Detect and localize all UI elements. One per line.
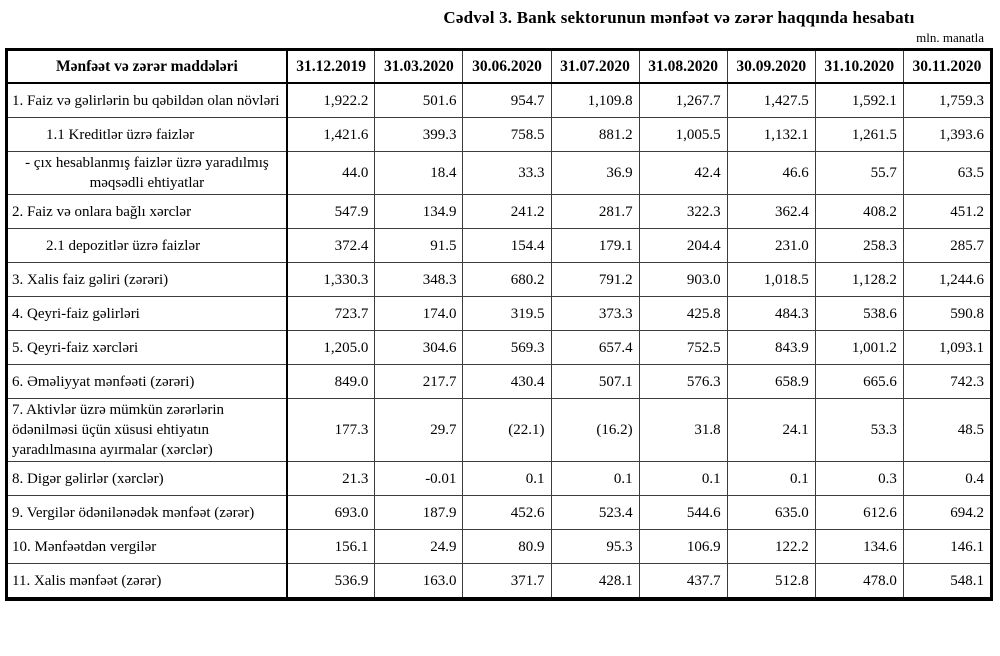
date-column-header: 31.08.2020 xyxy=(639,50,727,84)
cell-value: 373.3 xyxy=(551,297,639,331)
cell-value: 849.0 xyxy=(287,365,375,399)
row-label: 7. Aktivlər üzrə mümkün zərərlərin ödənilməsi üçün xüsusi ehtiyatın yaradılmasına ayırmalar (xərclər) xyxy=(7,399,287,462)
cell-value: 544.6 xyxy=(639,496,727,530)
cell-value: 95.3 xyxy=(551,530,639,564)
cell-value: 174.0 xyxy=(375,297,463,331)
table-row xyxy=(7,118,992,152)
table-row xyxy=(7,297,992,331)
cell-value: 1,330.3 xyxy=(287,263,375,297)
cell-value: 425.8 xyxy=(639,297,727,331)
row-label: 10. Mənfəətdən vergilər xyxy=(7,530,287,564)
cell-value: 408.2 xyxy=(815,195,903,229)
row-label: - çıx hesablanmış faizlər üzrə yaradılmış məqsədli ehtiyatlar xyxy=(7,152,287,195)
cell-value: (22.1) xyxy=(463,399,551,462)
cell-value: 24.1 xyxy=(727,399,815,462)
cell-value: 693.0 xyxy=(287,496,375,530)
cell-value: 428.1 xyxy=(551,564,639,600)
cell-value: 1,132.1 xyxy=(727,118,815,152)
cell-value: 657.4 xyxy=(551,331,639,365)
cell-value: 1,759.3 xyxy=(903,83,991,118)
cell-value: 241.2 xyxy=(463,195,551,229)
row-label: 4. Qeyri-faiz gəlirləri xyxy=(7,297,287,331)
table-row xyxy=(7,365,992,399)
pnl-table xyxy=(5,48,993,601)
cell-value: 33.3 xyxy=(463,152,551,195)
cell-value: 179.1 xyxy=(551,229,639,263)
cell-value: 399.3 xyxy=(375,118,463,152)
table-row xyxy=(7,564,992,600)
cell-value: 46.6 xyxy=(727,152,815,195)
cell-value: 430.4 xyxy=(463,365,551,399)
header-row xyxy=(7,50,992,84)
cell-value: 0.4 xyxy=(903,462,991,496)
cell-value: 106.9 xyxy=(639,530,727,564)
row-label: 11. Xalis mənfəət (zərər) xyxy=(7,564,287,600)
row-label: 2.1 depozitlər üzrə faizlər xyxy=(7,229,287,263)
cell-value: 42.4 xyxy=(639,152,727,195)
cell-value: 954.7 xyxy=(463,83,551,118)
cell-value: 451.2 xyxy=(903,195,991,229)
cell-value: -0.01 xyxy=(375,462,463,496)
cell-value: 548.1 xyxy=(903,564,991,600)
cell-value: 658.9 xyxy=(727,365,815,399)
cell-value: 1,261.5 xyxy=(815,118,903,152)
cell-value: 31.8 xyxy=(639,399,727,462)
cell-value: 122.2 xyxy=(727,530,815,564)
cell-value: 156.1 xyxy=(287,530,375,564)
table-row xyxy=(7,229,992,263)
cell-value: 134.9 xyxy=(375,195,463,229)
page-title: Cədvəl 3. Bank sektorunun mənfəət və zərər haqqında hesabatı xyxy=(443,8,915,27)
row-label: 5. Qeyri-faiz xərcləri xyxy=(7,331,287,365)
table-row xyxy=(7,530,992,564)
cell-value: 1,001.2 xyxy=(815,331,903,365)
cell-value: 362.4 xyxy=(727,195,815,229)
table-row xyxy=(7,399,992,462)
cell-value: 29.7 xyxy=(375,399,463,462)
date-column-header: 30.09.2020 xyxy=(727,50,815,84)
date-column-header: 31.12.2019 xyxy=(287,50,375,84)
cell-value: 881.2 xyxy=(551,118,639,152)
cell-value: 437.7 xyxy=(639,564,727,600)
cell-value: 146.1 xyxy=(903,530,991,564)
date-column-header: 30.06.2020 xyxy=(463,50,551,84)
row-label: 3. Xalis faiz gəliri (zərəri) xyxy=(7,263,287,297)
table-row xyxy=(7,496,992,530)
cell-value: 452.6 xyxy=(463,496,551,530)
date-column-header: 31.10.2020 xyxy=(815,50,903,84)
cell-value: 204.4 xyxy=(639,229,727,263)
cell-value: 1,205.0 xyxy=(287,331,375,365)
table-row xyxy=(7,462,992,496)
cell-value: 0.1 xyxy=(727,462,815,496)
cell-value: 538.6 xyxy=(815,297,903,331)
cell-value: 0.3 xyxy=(815,462,903,496)
cell-value: 569.3 xyxy=(463,331,551,365)
cell-value: 348.3 xyxy=(375,263,463,297)
row-label: 2. Faiz və onlara bağlı xərclər xyxy=(7,195,287,229)
row-label: 6. Əməliyyat mənfəəti (zərəri) xyxy=(7,365,287,399)
cell-value: 0.1 xyxy=(551,462,639,496)
cell-value: 742.3 xyxy=(903,365,991,399)
cell-value: 590.8 xyxy=(903,297,991,331)
cell-value: 63.5 xyxy=(903,152,991,195)
cell-value: 484.3 xyxy=(727,297,815,331)
cell-value: 843.9 xyxy=(727,331,815,365)
cell-value: 163.0 xyxy=(375,564,463,600)
cell-value: 80.9 xyxy=(463,530,551,564)
cell-value: 523.4 xyxy=(551,496,639,530)
table-row xyxy=(7,195,992,229)
row-label: 1.1 Kreditlər üzrə faizlər xyxy=(7,118,287,152)
cell-value: 36.9 xyxy=(551,152,639,195)
cell-value: 154.4 xyxy=(463,229,551,263)
cell-value: 91.5 xyxy=(375,229,463,263)
cell-value: 1,393.6 xyxy=(903,118,991,152)
cell-value: 680.2 xyxy=(463,263,551,297)
cell-value: 1,421.6 xyxy=(287,118,375,152)
cell-value: 258.3 xyxy=(815,229,903,263)
cell-value: (16.2) xyxy=(551,399,639,462)
cell-value: 536.9 xyxy=(287,564,375,600)
cell-value: 1,018.5 xyxy=(727,263,815,297)
cell-value: 187.9 xyxy=(375,496,463,530)
table-row xyxy=(7,263,992,297)
cell-value: 752.5 xyxy=(639,331,727,365)
cell-value: 576.3 xyxy=(639,365,727,399)
cell-value: 507.1 xyxy=(551,365,639,399)
cell-value: 665.6 xyxy=(815,365,903,399)
cell-value: 53.3 xyxy=(815,399,903,462)
cell-value: 231.0 xyxy=(727,229,815,263)
cell-value: 512.8 xyxy=(727,564,815,600)
cell-value: 48.5 xyxy=(903,399,991,462)
cell-value: 1,093.1 xyxy=(903,331,991,365)
cell-value: 694.2 xyxy=(903,496,991,530)
cell-value: 791.2 xyxy=(551,263,639,297)
cell-value: 0.1 xyxy=(639,462,727,496)
cell-value: 501.6 xyxy=(375,83,463,118)
cell-value: 372.4 xyxy=(287,229,375,263)
cell-value: 635.0 xyxy=(727,496,815,530)
date-column-header: 30.11.2020 xyxy=(903,50,991,84)
table-body xyxy=(7,83,992,599)
cell-value: 134.6 xyxy=(815,530,903,564)
cell-value: 285.7 xyxy=(903,229,991,263)
table-row xyxy=(7,152,992,195)
cell-value: 1,427.5 xyxy=(727,83,815,118)
cell-value: 1,244.6 xyxy=(903,263,991,297)
cell-value: 319.5 xyxy=(463,297,551,331)
cell-value: 1,267.7 xyxy=(639,83,727,118)
cell-value: 24.9 xyxy=(375,530,463,564)
cell-value: 18.4 xyxy=(375,152,463,195)
cell-value: 44.0 xyxy=(287,152,375,195)
cell-value: 371.7 xyxy=(463,564,551,600)
row-label: 1. Faiz və gəlirlərin bu qəbildən olan növləri xyxy=(7,83,287,118)
row-label: 8. Digər gəlirlər (xərclər) xyxy=(7,462,287,496)
cell-value: 1,005.5 xyxy=(639,118,727,152)
cell-value: 177.3 xyxy=(287,399,375,462)
cell-value: 1,128.2 xyxy=(815,263,903,297)
cell-value: 758.5 xyxy=(463,118,551,152)
cell-value: 304.6 xyxy=(375,331,463,365)
cell-value: 612.6 xyxy=(815,496,903,530)
cell-value: 322.3 xyxy=(639,195,727,229)
cell-value: 547.9 xyxy=(287,195,375,229)
cell-value: 21.3 xyxy=(287,462,375,496)
cell-value: 1,592.1 xyxy=(815,83,903,118)
cell-value: 281.7 xyxy=(551,195,639,229)
cell-value: 55.7 xyxy=(815,152,903,195)
table-row xyxy=(7,331,992,365)
items-column-header: Mənfəət və zərər maddələri xyxy=(7,50,287,84)
cell-value: 903.0 xyxy=(639,263,727,297)
table-row xyxy=(7,83,992,118)
cell-value: 1,109.8 xyxy=(551,83,639,118)
row-label: 9. Vergilər ödənilənədək mənfəət (zərər) xyxy=(7,496,287,530)
cell-value: 1,922.2 xyxy=(287,83,375,118)
date-column-header: 31.07.2020 xyxy=(551,50,639,84)
cell-value: 217.7 xyxy=(375,365,463,399)
cell-value: 478.0 xyxy=(815,564,903,600)
cell-value: 723.7 xyxy=(287,297,375,331)
unit-note: mln. manatla xyxy=(916,30,984,45)
date-column-header: 31.03.2020 xyxy=(375,50,463,84)
cell-value: 0.1 xyxy=(463,462,551,496)
